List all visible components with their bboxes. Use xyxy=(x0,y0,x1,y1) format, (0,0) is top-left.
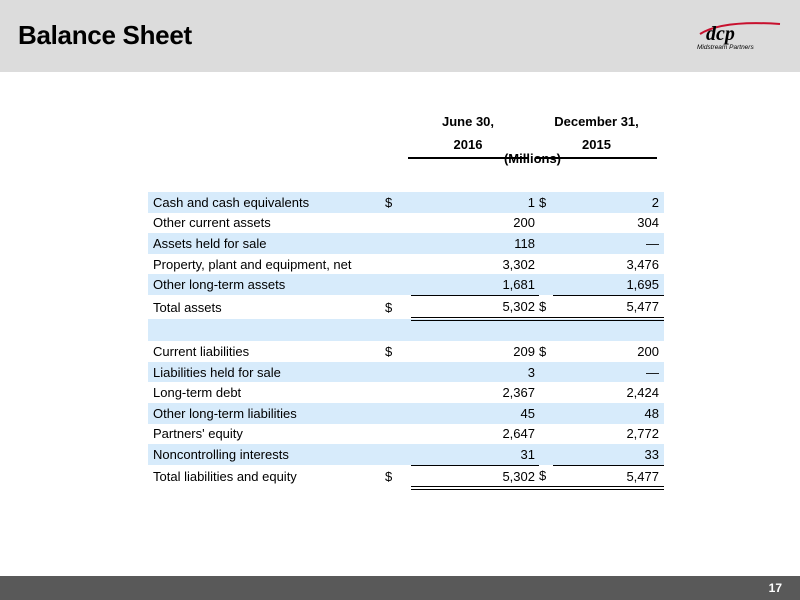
slide-header xyxy=(0,0,800,72)
row-label: Assets held for sale xyxy=(148,233,385,254)
currency-symbol xyxy=(539,274,553,295)
currency-symbol xyxy=(539,444,553,465)
balance-sheet-table xyxy=(148,192,664,490)
table-row xyxy=(148,362,664,383)
value-2015: 3,476 xyxy=(626,256,659,272)
table-row xyxy=(148,424,664,445)
currency-symbol xyxy=(539,424,553,445)
currency-symbol: $ xyxy=(385,299,393,315)
table-row xyxy=(148,403,664,424)
column-header-line2: 2016 xyxy=(453,137,483,152)
currency-symbol xyxy=(385,233,411,254)
row-label: Total assets xyxy=(153,299,222,315)
value-2016 xyxy=(411,319,539,342)
logo-wordmark: dcp xyxy=(706,23,735,45)
value-2016: 118 xyxy=(411,233,539,254)
row-label: Other long-term liabilities xyxy=(148,403,385,424)
row-label: Other long-term assets xyxy=(148,274,385,295)
currency-symbol xyxy=(385,213,411,234)
currency-symbol xyxy=(385,319,411,342)
value-2015: 200 xyxy=(637,343,659,359)
value-2015: 304 xyxy=(637,215,659,231)
table-row xyxy=(148,233,664,254)
row-label: Liabilities held for sale xyxy=(148,362,385,383)
table-row xyxy=(148,274,664,295)
value-2016: 45 xyxy=(411,403,539,424)
column-header-line1: June 30, xyxy=(441,114,495,129)
value-2016: 2,647 xyxy=(502,426,535,442)
column-header-line1: December 31, xyxy=(554,114,639,129)
value-2015: 2,424 xyxy=(626,385,659,401)
currency-symbol xyxy=(385,424,411,445)
value-2015: — xyxy=(553,233,664,254)
value-2015: 1,695 xyxy=(553,274,664,295)
value-2016: 200 xyxy=(513,215,535,231)
value-2016: 1,681 xyxy=(411,274,539,295)
value-2016: 2,367 xyxy=(502,385,535,401)
currency-symbol xyxy=(539,213,553,234)
currency-symbol: $ xyxy=(539,343,547,359)
value-2016: 3 xyxy=(411,362,539,383)
table-row xyxy=(148,254,664,275)
row-label xyxy=(148,319,385,342)
value-2015 xyxy=(553,319,664,342)
currency-symbol: $ xyxy=(539,295,553,318)
currency-symbol xyxy=(385,403,411,424)
table-row xyxy=(148,382,664,403)
table-row xyxy=(148,341,664,362)
table-row xyxy=(148,444,664,465)
row-label: Noncontrolling interests xyxy=(148,444,385,465)
currency-symbol xyxy=(539,254,553,275)
page-title: Balance Sheet xyxy=(18,20,192,50)
currency-symbol: $ xyxy=(385,343,393,359)
row-label: Property, plant and equipment, net xyxy=(153,256,352,272)
currency-symbol: $ xyxy=(539,192,553,213)
value-2015: 2 xyxy=(553,192,664,213)
value-2016: 3,302 xyxy=(502,256,535,272)
table-row xyxy=(148,192,664,213)
value-2016: 1 xyxy=(411,192,539,213)
value-2015: 2,772 xyxy=(626,426,659,442)
value-2015: 33 xyxy=(553,444,664,465)
row-label: Current liabilities xyxy=(153,343,250,359)
slide-footer xyxy=(0,576,800,600)
column-header-line2: 2015 xyxy=(582,137,611,152)
row-label: Total liabilities and equity xyxy=(153,469,297,485)
table-row xyxy=(148,213,664,234)
currency-symbol xyxy=(385,254,411,275)
table-row xyxy=(148,319,664,342)
value-2016: 5,302 xyxy=(411,465,539,488)
currency-symbol xyxy=(385,362,411,383)
value-2016: 31 xyxy=(411,444,539,465)
page-number: 17 xyxy=(768,581,782,595)
row-label: Long-term debt xyxy=(153,385,242,401)
value-2016: 5,302 xyxy=(411,295,539,318)
row-label: Partners' equity xyxy=(153,426,243,442)
table-row xyxy=(148,465,664,488)
row-label: Cash and cash equivalents xyxy=(148,192,385,213)
currency-symbol xyxy=(539,362,553,383)
currency-symbol xyxy=(385,382,411,403)
currency-symbol: $ xyxy=(385,192,411,213)
currency-symbol xyxy=(385,444,411,465)
row-label: Other current assets xyxy=(153,215,271,231)
units-label: (Millions) xyxy=(503,151,562,166)
value-2015: 5,477 xyxy=(553,295,664,318)
value-2016: 209 xyxy=(513,343,535,359)
company-logo xyxy=(692,18,784,52)
currency-symbol xyxy=(539,319,553,342)
currency-symbol: $ xyxy=(385,469,393,485)
currency-symbol xyxy=(539,233,553,254)
currency-symbol xyxy=(539,403,553,424)
table-row xyxy=(148,295,664,318)
value-2015: 5,477 xyxy=(553,465,664,488)
value-2015: 48 xyxy=(553,403,664,424)
currency-symbol xyxy=(539,382,553,403)
currency-symbol: $ xyxy=(539,465,553,488)
value-2015: — xyxy=(553,362,664,383)
currency-symbol xyxy=(385,274,411,295)
logo-tagline: Midstream Partners xyxy=(697,44,754,51)
